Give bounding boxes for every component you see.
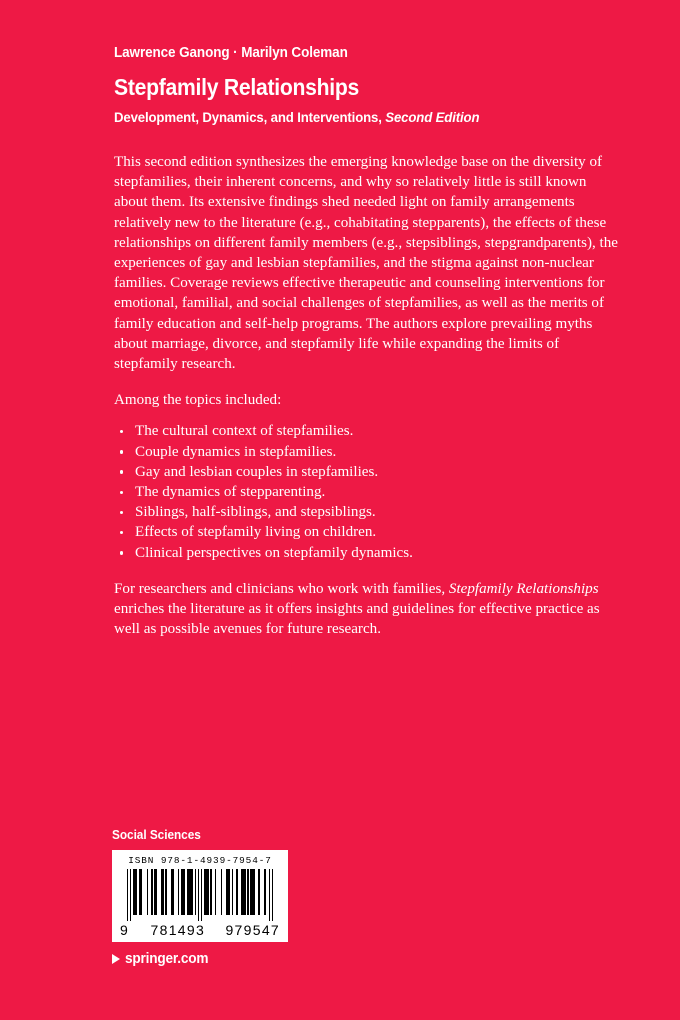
- list-item-label: Siblings, half-siblings, and stepsiblings.: [135, 504, 376, 521]
- topics-list: [114, 421, 622, 562]
- book-subtitle-main: Development, Dynamics, and Interventions,: [114, 109, 386, 126]
- ean-group-right: 979547: [225, 922, 280, 938]
- blurb-body: [114, 152, 622, 655]
- subject-category-label: Social Sciences: [112, 828, 201, 842]
- barcode-bars: [119, 869, 281, 921]
- ean-lead-digit: 9: [120, 922, 129, 938]
- blurb-closing-paragraph: [114, 579, 622, 640]
- book-subtitle: [114, 109, 598, 127]
- isbn-text: ISBN 978-1-4939-7954-7: [128, 855, 272, 866]
- list-item-label: Clinical perspectives on stepfamily dynamics.: [135, 544, 413, 561]
- isbn-barcode-panel: [112, 850, 288, 942]
- list-item: [114, 522, 622, 542]
- bullet-dot-icon: [120, 430, 123, 433]
- cover-header: [114, 44, 634, 127]
- bullet-dot-icon: [120, 491, 123, 494]
- list-item-label: Gay and lesbian couples in stepfamilies.: [135, 463, 379, 480]
- publisher-link[interactable]: [112, 951, 412, 967]
- bullet-dot-icon: [120, 531, 123, 534]
- list-item-label: Effects of stepfamily living on children.: [135, 524, 377, 541]
- list-item: [114, 482, 622, 502]
- book-edition-label: Second Edition: [385, 109, 480, 126]
- list-item: [114, 543, 622, 563]
- list-item: [114, 462, 622, 482]
- bullet-dot-icon: [120, 450, 123, 453]
- list-item: [114, 442, 622, 462]
- authors-line: Lawrence Ganong · Marilyn Coleman: [114, 45, 348, 61]
- play-triangle-icon: [112, 954, 120, 964]
- list-item: [114, 421, 622, 441]
- ean-digits: [119, 922, 281, 938]
- list-item: [114, 502, 622, 522]
- bullet-dot-icon: [120, 470, 123, 473]
- ean-group-left: 781493: [150, 922, 206, 938]
- list-item-label: The cultural context of stepfamilies.: [135, 423, 354, 440]
- cover-footer: [112, 828, 412, 967]
- bullet-dot-icon: [120, 551, 123, 554]
- closing-title-italic: Stepfamily Relationships: [448, 580, 599, 597]
- blurb-paragraph-1: This second edition synthesizes the emerging knowledge base on the diversity of stepfamilies, their inherent concerns, and why so relatively little is still known about them. Its extensive findings shed needed light on family arrangements relatively new to the literature (e.g., cohabitating stepparents), the effects of these relationships on different family members (e.g., stepsiblings, stepgrandparents), the experiences of gay and lesbian stepfamilies, and the stigma against non-nuclear families. Coverage reviews effective therapeutic and counseling interventions for emotional, familial, and social challenges of stepfamilies, as well as the merits of family education and self-help programs. The authors explore prevailing myths about marriage, divorce, and stepfamily life while expanding the limits of stepfamily research.: [114, 154, 618, 373]
- topics-intro: Among the topics included:: [114, 392, 282, 409]
- list-item-label: Couple dynamics in stepfamilies.: [135, 443, 337, 460]
- book-title: Stepfamily Relationships: [114, 73, 360, 100]
- closing-text-after: enriches the literature as it offers insights and guidelines for effective practice as well as possible avenues for future research.: [114, 601, 600, 638]
- publisher-url-label: springer.com: [125, 951, 209, 967]
- list-item-label: The dynamics of stepparenting.: [135, 484, 326, 501]
- closing-text-before: For researchers and clinicians who work with families,: [114, 580, 449, 597]
- bullet-dot-icon: [120, 511, 123, 514]
